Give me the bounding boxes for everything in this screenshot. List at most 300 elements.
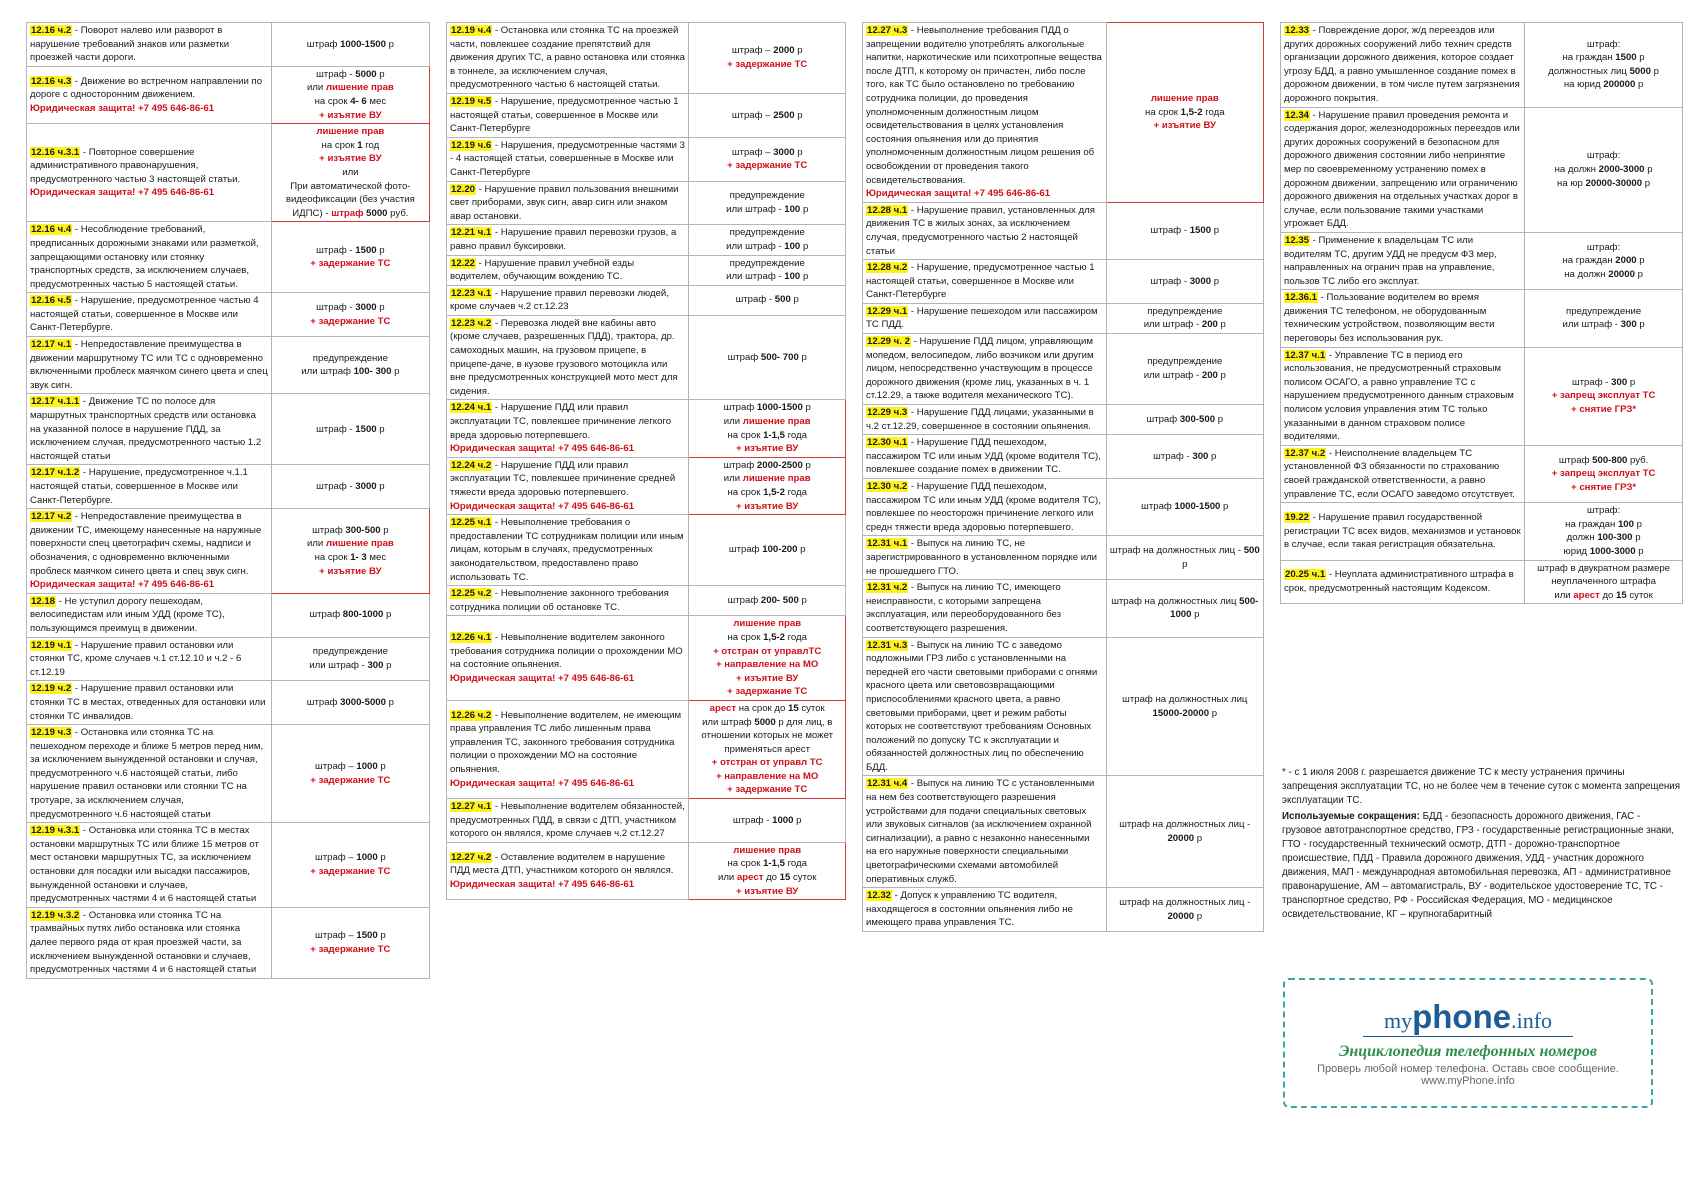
fine-row <box>1281 107 1683 232</box>
violation-cell: 12.26 ч.2 - Невыполнение водителем, не имеющим права управления ТС либо лишенным права управления ТС, законного требования сотрудника полиции о прохождении МО на состояние опьянения. Юридическая защита! +7 495 646-86-61 <box>447 700 689 798</box>
penalty-amount: 3000 <box>773 146 795 158</box>
penalty-text: р <box>798 594 807 606</box>
penalty-cell <box>689 586 846 616</box>
fine-row <box>447 181 846 225</box>
fine-row <box>27 66 430 123</box>
fine-row <box>863 580 1264 637</box>
penalty-amount: 20000 <box>1608 268 1635 280</box>
violation-text: Не уступил дорогу пешеходам, велосипедистам или иным УДД (кроме ТС), пользующимся преимущ в движении. <box>30 595 225 634</box>
penalty-sanction: лишение прав <box>733 844 802 856</box>
penalty-line <box>1110 595 1260 622</box>
penalty-text: предупреждение <box>312 646 388 658</box>
fine-row <box>863 637 1264 776</box>
penalty-sanction: + задержание ТС <box>310 315 391 327</box>
penalty-cell <box>1106 536 1263 580</box>
violation-text: Неуплата административного штрафа в срок, предусмотренный настоящим Кодексом. <box>1284 569 1514 594</box>
violation-text: Нарушение, предусмотренное частью 1 настоящей статьи, совершенное в Москве или Санкт-Петербурге <box>866 262 1095 301</box>
penalty-text: юрид <box>1563 545 1590 557</box>
penalty-text: штраф <box>723 459 757 471</box>
fine-row <box>447 799 846 843</box>
penalty-text: на срок до <box>736 702 788 714</box>
fine-row <box>27 725 430 823</box>
article-number: 12.19 ч.1 <box>31 639 72 651</box>
penalty-text: или штраф - <box>726 203 785 215</box>
violation-text: Нарушение правил государственной регистрации ТС всех видов, механизмов и установок в случае, если такая регистрация обязательна. <box>1284 511 1521 551</box>
penalty-text: р <box>1208 450 1217 462</box>
violation-text: Нарушение правил остановки или стоянки ТС в местах, отведенных для остановки или стоянки ТС инвалидов. <box>30 683 266 722</box>
penalty-line <box>692 189 842 203</box>
penalty-text: р <box>380 524 389 536</box>
penalty-text: р <box>1636 319 1645 331</box>
penalty-line <box>275 608 426 622</box>
violation-cell: 12.19 ч.3 - Остановка или стоянка ТС на пешеходном переходе и ближе 5 метров перед ним, за исключением вынужденной остановки и случая, предусмотренного ч.6 настоящей статьи, либо нарушение правил остановки или стоянки ТС на тротуаре, за исключением случая, предусмотренного ч.6 настоящей статьи <box>27 725 272 823</box>
penalty-text: мес <box>366 551 387 563</box>
penalty-line <box>275 125 426 139</box>
article-number: 12.19 ч.4 <box>451 25 492 36</box>
footnote: * - с 1 июля 2008 г. разрешается движение ТС к месту устранения причины запрещения эксплуатации ТС, но не более чем в течение суток с момента запрещения эксплуатации ТС. <box>1282 767 1681 806</box>
violation-text: Непредоставление преимущества в движении ТС, имеющему нанесенные на наружные поверхности спец цветографич схемы, надписи и обозначения, с одновременно включенными проблеск маячком синего цвета и спец звук сигн. <box>30 511 262 577</box>
penalty-line <box>275 81 426 95</box>
penalty-text: штраф – <box>315 761 357 773</box>
penalty-line <box>692 885 842 899</box>
penalty-line <box>1528 481 1679 495</box>
penalty-text: р <box>1650 65 1659 77</box>
violation-text: Нарушение правил пользования внешними свет приборами, звук сигн, авар сигн или знаком авар остановки. <box>450 183 679 222</box>
penalty-text: р <box>800 203 809 215</box>
penalty-text: или штраф - <box>726 271 785 283</box>
penalty-cell <box>271 593 429 637</box>
penalty-line <box>1528 51 1679 65</box>
penalty-text: должностных лиц <box>1548 65 1630 77</box>
penalty-text: р <box>1632 532 1641 544</box>
article-number: 12.27 ч.3 <box>867 25 908 36</box>
penalty-line <box>1528 268 1679 282</box>
penalty-line <box>692 756 842 770</box>
penalty-line <box>692 226 842 240</box>
penalty-sanction: лишение прав <box>316 126 385 138</box>
penalty-text: р <box>376 244 385 256</box>
fine-row <box>447 400 846 457</box>
article-number: 12.17 ч.1.2 <box>31 467 80 479</box>
penalty-line <box>1110 106 1260 120</box>
penalty-cell <box>271 23 429 67</box>
penalty-line <box>1528 467 1679 481</box>
fine-row <box>863 260 1264 304</box>
violation-cell: 12.19 ч.3.1 - Остановка или стоянка ТС в местах остановки маршрутных ТС или ближе 15 метров от мест остановки маршрутных ТС, за исключением остановки для посадки или высадки пассажиров, вынужденной остановки и случаев, предусмотренных частями 4 и 6 настоящей статьи <box>27 823 272 908</box>
penalty-sanction: + задержание ТС <box>310 258 391 270</box>
penalty-line <box>692 658 842 672</box>
penalty-text: на юр <box>1557 177 1586 189</box>
penalty-cell <box>1525 107 1683 232</box>
penalty-text: штраф на должностных лиц - <box>1119 819 1251 831</box>
penalty-text: на должн <box>1554 163 1599 175</box>
penalty-text: суток <box>1626 589 1653 601</box>
penalty-sanction: + снятие ГРЗ* <box>1571 404 1637 416</box>
penalty-amount: 1-1,5 <box>763 858 785 870</box>
penalty-text: руб. <box>387 207 409 219</box>
penalty-text: р <box>797 544 806 556</box>
legal-help-phone[interactable]: Юридическая защита! +7 495 646-86-61 <box>30 102 215 114</box>
fine-row <box>27 907 430 978</box>
fine-row <box>27 681 430 725</box>
penalty-line <box>1528 318 1679 332</box>
fine-row <box>1281 445 1683 502</box>
penalty-sanction: + изъятие ВУ <box>319 565 382 577</box>
violation-text: Остановка или стоянка ТС в местах остановки маршрутных ТС или ближе 15 метров от мест остановки маршрутных ТС, за исключением остановки для посадки или высадки пассажиров, вынужденной остановки и случаев, предусмотренных частями 4 и 6 настоящей статьи <box>30 825 259 905</box>
penalty-cell <box>1106 479 1263 536</box>
penalty-text: или штраф - <box>1143 370 1202 382</box>
penalty-cell <box>689 181 846 225</box>
penalty-amount: 20000 <box>1167 832 1195 844</box>
penalty-line <box>692 270 842 284</box>
violation-text: Остановка или стоянка ТС на проезжей части, повлекшее создание препятствий для движения других ТС, а равно остановка или стоянка в тоннеле, за исключением случая, предусмотренного частью 6 настоящей статьи. <box>450 25 685 91</box>
violation-cell: 12.23 ч.2 - Перевозка людей вне кабины авто (кроме случаев, разрешенных ПДД), трактора, др. самоходных машин, на грузовом прицепе, в прицепе-даче, в кузове грузового мотоцикла или вне предусмотренных конструкцией мото мест для сидения. <box>447 315 689 400</box>
article-number: 12.37 ч.1 <box>1285 349 1326 361</box>
violation-cell: 12.25 ч.2 - Невыполнение законного требования сотрудника полиции об остановке ТС. <box>447 586 689 616</box>
penalty-line <box>275 315 426 329</box>
article-number: 12.34 <box>1285 109 1310 121</box>
penalty-cell <box>1106 776 1263 888</box>
penalty-line <box>1110 224 1260 238</box>
penalty-text: должн <box>1566 532 1598 544</box>
penalty-line <box>275 774 426 788</box>
penalty-line <box>1110 450 1260 464</box>
violation-text: Поворот налево или разворот в нарушение требований знаков или разметки проезжей части дороги. <box>30 25 230 64</box>
penalty-text: р <box>800 271 809 283</box>
legal-help-phone[interactable]: Юридическая защита! +7 495 646-86-61 <box>450 878 635 890</box>
penalty-sanction: лишение прав <box>742 473 811 485</box>
penalty-text: штраф - <box>316 68 356 80</box>
article-number: 12.21 ч.1 <box>451 227 492 239</box>
penalty-line <box>692 685 842 699</box>
article-number: 12.29 ч.1 <box>867 305 908 317</box>
penalty-line <box>692 257 842 271</box>
logo-tagline: Энциклопедия телефонных номеров <box>1338 1043 1598 1060</box>
penalty-line <box>275 537 426 551</box>
penalty-line <box>692 459 842 473</box>
fine-row <box>863 303 1264 333</box>
penalty-line <box>692 109 842 123</box>
penalty-sanction: арест <box>709 702 737 714</box>
legal-help-phone[interactable]: Юридическая защита! +7 495 646-86-61 <box>866 188 1051 200</box>
article-number: 12.16 ч.5 <box>31 295 72 307</box>
penalty-cell <box>271 124 429 222</box>
fine-row <box>447 315 846 400</box>
penalty-sanction: + задержание ТС <box>727 160 808 172</box>
penalty-text: на граждан <box>1562 52 1616 64</box>
penalty-amount: 5000 <box>754 716 776 728</box>
penalty-amount: 500- 1000 <box>1170 595 1259 621</box>
penalty-text: до <box>1599 589 1617 601</box>
penalty-sanction: + направление на МО <box>715 770 819 782</box>
fine-row <box>1281 503 1683 560</box>
fines-column-4 <box>1280 22 1683 604</box>
penalty-text: штраф: <box>1586 38 1621 50</box>
penalty-cell <box>689 700 846 798</box>
article-number: 12.19 ч.3.2 <box>31 909 80 921</box>
penalty-text: или <box>306 538 326 550</box>
violation-text: Нарушение ПДД лицами, указанными в ч.2 ст.12.29, совершенное в состоянии опьянения. <box>866 407 1094 432</box>
violation-text: Нарушение, предусмотренное частью 4 настоящей статьи, совершенное в Москве или Санкт-Петербурге. <box>30 295 259 334</box>
penalty-text: р <box>794 45 803 57</box>
penalty-text: предупреждение <box>1147 305 1223 317</box>
penalty-sanction: + запрещ эксплуат ТС <box>1551 468 1656 480</box>
penalty-text: штраф - <box>1150 275 1190 287</box>
penalty-text: года <box>784 631 807 643</box>
violation-text: Несоблюдение требований, предписанных дорожными знаками или разметкой, запрещающими остановку или стоянку транспортных средств, за исключением случаев, предусмотренных частью 5 настоящей статьи. <box>30 224 259 290</box>
violation-cell: 12.20 - Нарушение правил пользования внешними свет приборами, звук сигн, авар сигн или знаком авар остановки. <box>447 181 689 225</box>
penalty-line <box>275 166 426 180</box>
violation-cell: 12.31 ч.2 - Выпуск на линию ТС, имеющего неисправности, с которыми запрещена эксплуатация, или переоборудованного без соответствующего разрешения. <box>863 580 1107 637</box>
penalty-sanction: + изъятие ВУ <box>319 109 382 121</box>
violation-text: Нарушение правил, установленных для движения ТС в жилых зонах, за исключением случая, предусмотренного частью 2 настоящей статьи <box>866 204 1095 257</box>
penalty-line <box>692 857 842 871</box>
penalty-line <box>1110 355 1260 369</box>
penalty-amount: 5000 <box>1629 65 1651 77</box>
penalty-text: штраф: <box>1586 505 1621 517</box>
penalty-amount: 1 <box>357 139 363 151</box>
penalty-text: р <box>377 852 386 864</box>
fines-column-1 <box>26 22 430 979</box>
penalty-text: р <box>1209 707 1218 719</box>
violation-text: Нарушение правил перевозки людей, кроме случаев ч.2 ст.12.23 <box>450 287 669 313</box>
penalty-amount: 3000 <box>1189 275 1212 287</box>
penalty-text: штраф <box>1141 501 1175 513</box>
penalty-text: штраф <box>728 544 763 556</box>
legal-help-phone[interactable]: Юридическая защита! +7 495 646-86-61 <box>30 187 215 199</box>
penalty-text: р <box>1191 609 1200 621</box>
penalty-cell <box>689 616 846 701</box>
violation-cell: 12.27 ч.2 - Оставление водителем в нарушение ПДД места ДТП, участником которого он являлся. Юридическая защита! +7 495 646-86-61 <box>447 842 689 899</box>
penalty-amount: 3000 <box>355 302 377 314</box>
violation-text: Нарушение ПДД или правил эксплуатации ТС, повлекшее причинение средней тяжести вреда здоровью потерпевшего. <box>450 459 676 498</box>
article-number: 12.27 ч.1 <box>451 801 492 813</box>
violation-text: Невыполнение водителем законного требования сотрудника полиции о прохождении МО на состояние опьянения. <box>450 631 683 671</box>
legal-help-phone[interactable]: Юридическая защита! +7 495 646-86-61 <box>450 443 635 455</box>
violation-cell: 12.17 ч.2 - Непредоставление преимущества в движении ТС, имеющему нанесенные на наружные поверхности спец цветографич схемы, надписи и обозначения, с одновременно включенными проблеск маячком синего цвета и спец звук сигн. Юридическая защита! +7 495 646-86-61 <box>27 509 272 594</box>
article-number: 12.23 ч.1 <box>451 287 492 299</box>
penalty-amount: 300 <box>367 659 384 671</box>
penalty-amount: 20000 <box>1167 910 1195 922</box>
penalty-text: на граждан <box>1565 518 1618 530</box>
penalty-text: р <box>1217 319 1226 331</box>
penalty-sanction: лишение прав <box>325 538 394 550</box>
penalty-line <box>1110 896 1260 923</box>
penalty-line <box>275 565 426 579</box>
penalty-cell <box>689 315 846 400</box>
violation-text: Нарушение, предусмотренное ч.1.1 настоящей статьи, совершенное в Москве или Санкт-Петербурге. <box>30 467 248 506</box>
legal-help-phone[interactable]: Юридическая защита! +7 495 646-86-61 <box>450 672 635 684</box>
violation-cell: 19.22 - Нарушение правил государственной регистрации ТС всех видов, механизмов и установок в случае, если такая регистрация обязательна. <box>1281 503 1525 560</box>
article-number: 12.26 ч.1 <box>451 631 492 643</box>
penalty-text: или <box>306 82 326 94</box>
violation-text: Повреждение дорог, ж/д переездов или других дорожных сооружений либо технич средств организации дорожного движения, которое создает угрозу БДД, а равно умышленное создание помех в дорожном движении, в том числе путем загрязнения дорожного покрытия. <box>1284 25 1520 104</box>
penalty-sanction: штраф <box>331 207 364 219</box>
violation-cell: 12.27 ч.3 - Невыполнение требования ПДД о запрещении водителю употреблять алкогольные напитки, наркотические или психотропные вещества после ДТП, к которому он причастен, либо после того, как ТС было остановлено по требованию сотрудника полиции, до проведения уполномоченным должностным лицом освидетельствования в целях установления состояния опьянения или до принятия уполномоченным должностным лицом решения об освобождении от проведения такого освидетельствования. Юридическая защита! +7 495 646-86-61 <box>863 23 1107 203</box>
penalty-amount: 1000 <box>356 852 378 864</box>
penalty-sanction: лишение прав <box>733 618 802 630</box>
penalty-text: на срок <box>314 551 351 563</box>
fine-row <box>27 222 430 293</box>
penalty-cell <box>1106 637 1263 776</box>
penalty-sanction: лишение прав <box>742 416 811 428</box>
penalty-text: штраф - <box>316 481 356 492</box>
legal-help-phone[interactable]: Юридическая защита! +7 495 646-86-61 <box>450 500 635 512</box>
penalty-text: штраф в двукратном размере неуплаченного штрафа <box>1537 562 1671 588</box>
violation-text: Нарушение ПДД или правил эксплуатации ТС, повлекшее причинение легкого вреда здоровью потерпевшего. <box>450 402 672 441</box>
penalty-cell <box>271 337 429 394</box>
fine-row <box>27 593 430 637</box>
penalty-sanction: + изъятие ВУ <box>735 443 799 455</box>
penalty-text: или штраф <box>301 366 354 378</box>
penalty-text: штраф – <box>315 930 357 942</box>
penalty-amount: 1000 <box>772 814 794 826</box>
penalty-cell <box>271 66 429 123</box>
article-number: 12.17 ч.2 <box>31 511 72 523</box>
violation-text: Нарушения, предусмотренные частями 3 - 4 настоящей статьи, совершенные в Москве или Санкт-Петербурге <box>450 139 685 178</box>
violation-cell: 12.32 - Допуск к управлению ТС водителя, находящегося в состоянии опьянения либо не имеющего права управления ТС. <box>863 888 1107 932</box>
penalty-line <box>275 696 426 710</box>
penalty-cell <box>271 725 429 823</box>
article-number: 12.19 ч.2 <box>31 683 72 695</box>
violation-cell: 12.16 ч.5 - Нарушение, предусмотренное частью 4 настоящей статьи, совершенное в Москве или Санкт-Петербурге. <box>27 293 272 337</box>
violation-cell: 12.24 ч.2 - Нарушение ПДД или правил эксплуатации ТС, повлекшее причинение средней тяжести вреда здоровью потерпевшего. Юридическая защита! +7 495 646-86-61 <box>447 457 689 514</box>
penalty-amount: 15 <box>788 702 799 714</box>
violation-text: Перевозка людей вне кабины авто (кроме случаев, разрешенных ПДД), трактора, др. самоходных машин, на грузовом прицепе, в прицепе-даче, в кузове грузового мотоцикла или вне предусмотренных конструкцией мото мест для сидения. <box>450 317 678 397</box>
article-number: 12.17 ч.1.1 <box>31 396 80 408</box>
penalty-text: р <box>385 38 394 50</box>
fine-row <box>1281 347 1683 445</box>
penalty-text: или <box>1554 589 1574 601</box>
article-number: 20.25 ч.1 <box>1285 569 1326 581</box>
penalty-amount: 2000-3000 <box>1598 163 1645 175</box>
fine-row <box>447 285 846 315</box>
penalty-amount: 1500 <box>1615 52 1637 64</box>
penalty-cell <box>1525 23 1683 108</box>
penalty-text: предупреждение <box>729 257 805 269</box>
penalty-line <box>692 543 842 557</box>
article-number: 12.27 ч.2 <box>451 851 492 863</box>
penalty-text: предупреждение <box>729 190 805 202</box>
logo-underline <box>1363 1036 1573 1037</box>
violation-text: Управление ТС в период его использования, не предусмотренный страховым полисом ОСАГО, а равно управление ТС с нарушением предусмотренного данным страховым полисом условия управления этим ТС только указанными в данном страховом полисе водителями. <box>1284 349 1514 443</box>
penalty-text: штраф на должностных лиц - <box>1119 897 1251 909</box>
penalty-sanction: арест <box>1573 589 1600 601</box>
penalty-text: штраф <box>306 696 341 708</box>
fine-row <box>863 23 1264 203</box>
violation-cell: 12.16 ч.2 - Поворот налево или разворот в нарушение требований знаков или разметки проезжей части дороги. <box>27 23 272 67</box>
violation-text: Выпуск на линию ТС, не зарегистрированного в установленном порядке или не прошедшего ГТО. <box>866 538 1098 577</box>
penalty-text: предупреждение <box>1147 356 1223 368</box>
article-number: 12.25 ч.2 <box>451 588 492 600</box>
violation-text: Пользование водителем во время движения ТС телефоном, не оборудованным техническим устройством, позволяющим вести переговоры без использования рук. <box>1284 292 1495 345</box>
myphone-logo-banner[interactable] <box>1283 978 1653 1108</box>
penalty-cell <box>271 222 429 293</box>
penalty-line <box>1528 163 1679 177</box>
violation-text: Невыполнение требования ПДД о запрещении водителю употреблять алкогольные напитки, наркотические или психотропные вещества после ДТП, к которому он причастен, либо после того, как ТС было остановлено по требованию сотрудника полиции, до проведения уполномоченным должностным лицом освидетельствования в целях установления состояния опьянения или до принятия уполномоченным должностным лицом решения об освобождении от проведения такого освидетельствования. <box>866 25 1102 186</box>
penalty-text: штраф на должностных лиц - <box>1109 545 1244 557</box>
penalty-text: р <box>1635 545 1644 557</box>
fine-row <box>447 225 846 255</box>
penalty-line <box>1528 403 1679 417</box>
penalty-amount: 1,5-2 <box>1180 106 1203 118</box>
penalty-text: предупреждение <box>1566 305 1642 317</box>
penalty-sanction: + задержание ТС <box>310 774 391 786</box>
penalty-cell <box>1106 260 1263 304</box>
penalty-text: на граждан <box>1562 255 1616 267</box>
penalty-cell <box>689 285 846 315</box>
penalty-cell <box>1525 232 1683 289</box>
penalty-text: штраф - <box>1150 225 1190 237</box>
penalty-sanction: лишение прав <box>325 82 394 94</box>
violation-text: Допуск к управлению ТС водителя, находящегося в состоянии опьянения либо не имеющего права управления ТС. <box>866 890 1073 929</box>
penalty-line <box>1528 177 1679 191</box>
penalty-cell <box>689 225 846 255</box>
article-number: 12.30 ч.2 <box>867 481 908 492</box>
violation-cell: 12.30 ч.2 - Нарушение ПДД пешеходом, пассажиром ТС или иным УДД (кроме водителя ТС), повлекшее по неосторожн причинение легкого или средн тяжести вреда здоровью потерпевшего. <box>863 479 1107 536</box>
penalty-amount: 200000 <box>1603 79 1636 91</box>
penalty-amount: 1000-1500 <box>1174 501 1221 513</box>
logo-url[interactable]: www.myPhone.info <box>1421 1075 1515 1087</box>
penalty-sanction: + изъятие ВУ <box>1153 120 1216 132</box>
penalty-line <box>692 44 842 58</box>
penalty-line <box>1110 818 1260 845</box>
penalty-text: р <box>1642 177 1651 189</box>
penalty-text: штраф: <box>1586 241 1621 253</box>
penalty-line <box>1110 275 1260 289</box>
penalty-amount: 300-500 <box>1179 413 1216 425</box>
penalty-line <box>692 58 842 72</box>
article-number: 12.36.1 <box>1285 292 1318 304</box>
legal-help-phone[interactable]: Юридическая защита! +7 495 646-86-61 <box>450 777 635 789</box>
penalty-line <box>692 702 842 716</box>
penalty-line <box>1528 78 1679 92</box>
penalty-line <box>1528 545 1679 559</box>
penalty-line <box>275 365 426 379</box>
fine-row <box>1281 560 1683 604</box>
fine-row <box>447 255 846 285</box>
penalty-line <box>275 659 426 673</box>
penalty-line <box>275 257 426 271</box>
violation-cell: 12.19 ч.4 - Остановка или стоянка ТС на проезжей части, повлекшее создание препятствий для движения других ТС, а равно остановка или стоянка в тоннеле, за исключением случая, предусмотренного частью 6 настоящей статьи. <box>447 23 689 94</box>
article-number: 12.16 ч.3.1 <box>31 146 80 158</box>
article-number: 12.18 <box>31 595 56 607</box>
fine-row <box>863 536 1264 580</box>
article-number: 12.33 <box>1285 25 1310 36</box>
penalty-text: штраф на должностных лиц <box>1111 595 1240 607</box>
penalty-amount: 100 <box>1617 518 1634 530</box>
penalty-text: года <box>784 429 807 441</box>
article-number: 12.29 ч.3 <box>867 407 908 419</box>
legal-help-phone[interactable]: Юридическая защита! +7 495 646-86-61 <box>30 579 215 591</box>
penalty-amount: 20000-30000 <box>1585 177 1643 189</box>
penalty-sanction: лишение прав <box>1150 92 1219 104</box>
notes-block <box>1282 766 1682 924</box>
penalty-cell <box>271 509 429 594</box>
penalty-text: р <box>790 294 799 306</box>
penalty-line <box>692 844 842 858</box>
violation-cell: 12.19 ч.6 - Нарушения, предусмотренные частями 3 - 4 настоящей статьи, совершенные в Москве или Санкт-Петербурге <box>447 137 689 181</box>
penalty-amount: 300 <box>1620 319 1637 331</box>
violation-cell: 12.37 ч.2 - Неисполнение владельцем ТС установленной ФЗ обязанности по страхованию своей гражданской ответственности, а равно управление ТС, если ОСАГО заведомо отсутствует. <box>1281 445 1525 502</box>
violation-cell: 12.21 ч.1 - Нарушение правил перевозки грузов, а равно правил буксировки. <box>447 225 689 255</box>
penalty-amount: 1-1,5 <box>763 429 785 441</box>
penalty-sanction: + снятие ГРЗ* <box>1571 481 1637 493</box>
fine-row <box>27 337 430 394</box>
article-number: 12.31 ч.4 <box>867 778 908 790</box>
penalty-sanction: арест <box>736 872 764 884</box>
penalty-line <box>1528 149 1679 163</box>
